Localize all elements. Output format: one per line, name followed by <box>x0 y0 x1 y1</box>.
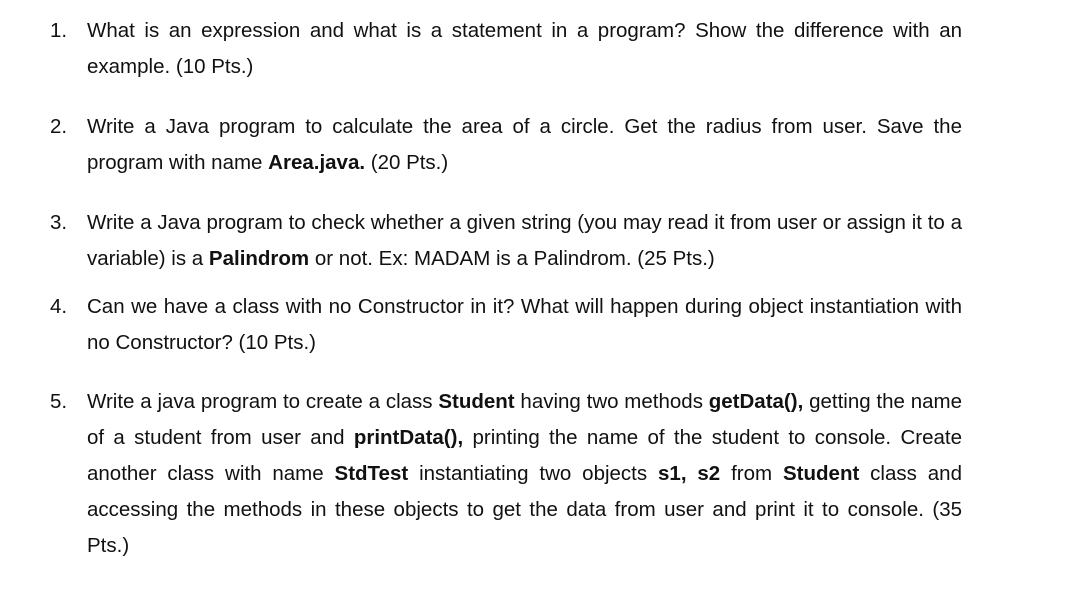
question-number: 1. <box>50 19 68 42</box>
text-segment: (20 Pts.) <box>365 151 449 174</box>
text-segment: Write a java program to create a class <box>87 390 439 413</box>
question-number: 2. <box>50 115 68 138</box>
text-segment: printing the name of the student to console. Create another class with name <box>87 426 962 485</box>
bold-term-student: Student <box>783 462 860 485</box>
bold-term-stdtest: StdTest <box>334 462 409 485</box>
text-segment: Write a Java program to calculate the area of a circle. Get the radius from user. Save the program with name <box>87 115 962 174</box>
text-segment: from <box>720 462 783 485</box>
bold-term-area-java: Area.java. <box>268 151 366 174</box>
bold-term-student: Student <box>438 390 515 413</box>
text-segment: class and accessing the methods in these objects to get the data from user and print it to console. (35 Pts.) <box>87 462 962 557</box>
text-segment: instantiating two objects <box>408 462 659 485</box>
text-segment: What is an expression and what is a statement in a program? Show the difference with an example. (10 Pts.) <box>87 19 962 78</box>
text-segment: Write a Java program to check whether a given string (you may read it from user or assign it to a variable) is a <box>87 211 962 270</box>
bold-term-printdata: printData(), <box>353 426 464 449</box>
bold-term-palindrom: Palindrom <box>208 247 310 270</box>
text-segment: getting the name of a student from user and <box>87 390 962 449</box>
question-text <box>87 289 962 361</box>
text-segment: or not. Ex: MADAM is a Palindrom. (25 Pts.) <box>309 247 715 270</box>
question-number: 5. <box>50 390 68 413</box>
text-segment: Can we have a class with no Constructor in it? What will happen during object instantiation with no Constructor? (10 Pts.) <box>87 295 962 354</box>
question-text <box>87 205 962 277</box>
question-number: 4. <box>50 295 68 318</box>
question-text <box>87 109 962 181</box>
question-number: 3. <box>50 211 68 234</box>
bold-term-s1-s2: s1, s2 <box>658 462 721 485</box>
bold-term-getdata: getData(), <box>708 390 804 413</box>
text-segment: having two methods <box>514 390 709 413</box>
question-text <box>87 384 962 564</box>
question-text <box>87 13 962 85</box>
